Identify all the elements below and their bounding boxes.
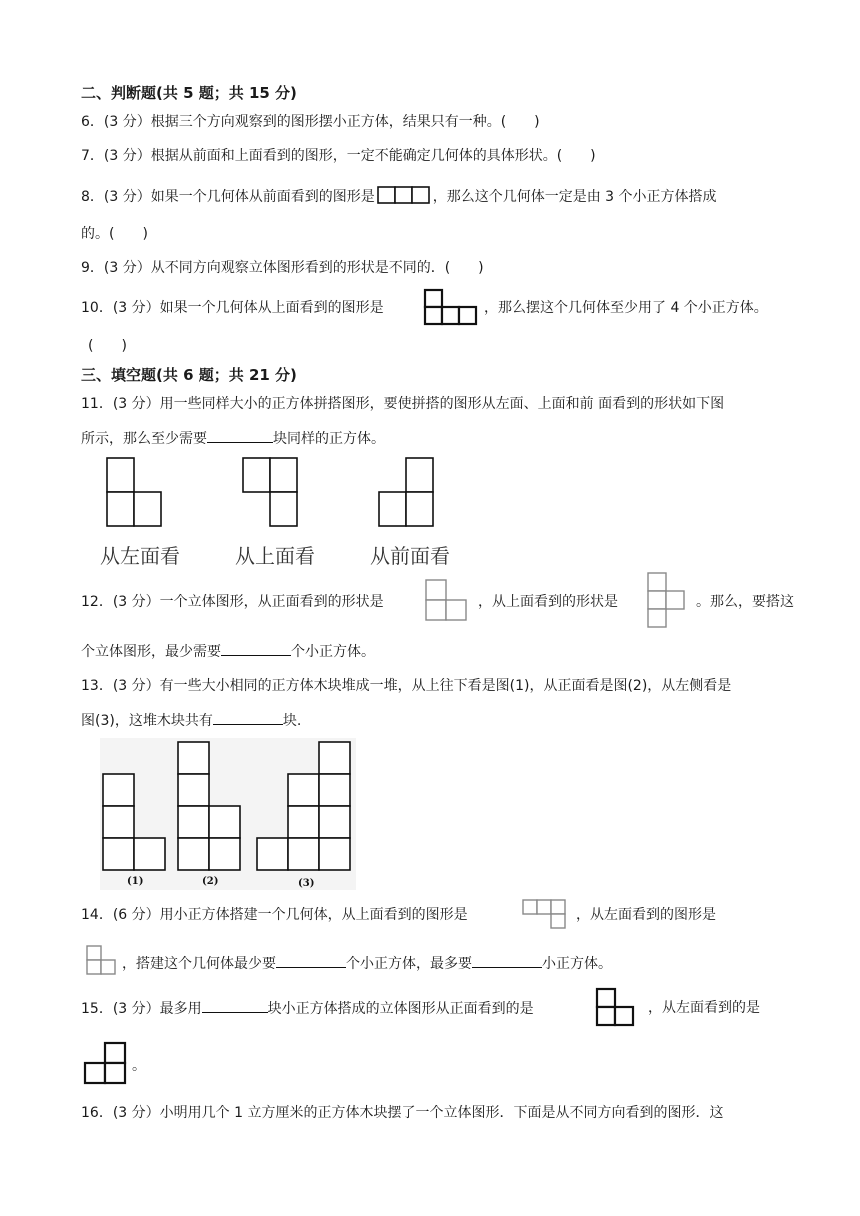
question-11-text-before: 所示，那么至少需要 [81, 431, 207, 447]
answer-blank-min[interactable] [276, 953, 346, 968]
question-13-line-1: 13．(3 分）有一些大小相同的正方体木块堆成一堆，从上往下看是图(1)，从正面看是图(2)，从左侧看是 [81, 678, 732, 694]
question-14-text-after: ，从左面看到的图形是 [576, 907, 716, 923]
question-7: 7．(3 分）根据从前面和上面看到的图形，一定不能确定几何体的具体形状。( ) [81, 148, 596, 164]
q11-top-view-figure [240, 456, 300, 528]
caption-top-view: 从上面看 [235, 544, 315, 568]
q13-figures [100, 738, 356, 890]
q11-front-view-figure [376, 456, 436, 528]
question-11-line-1: 11．(3 分）用一些同样大小的正方体拼搭图形，要使拼搭的图形从左面、上面和前 面看到的形状如下图 [81, 396, 725, 412]
q13-label-2: (2) [202, 876, 219, 887]
question-16: 16．(3 分）小明用几个 1 立方厘米的正方体木块摆了一个立体图形．下面是从不同方向看到的图形．这 [81, 1105, 724, 1121]
question-8-text-before: 8．(3 分）如果一个几何体从前面看到的图形是 [81, 189, 375, 205]
section-header-fill: 三、填空题(共 6 题；共 21 分) [81, 366, 297, 384]
question-10-text-before: 10．(3 分）如果一个几何体从上面看到的图形是 [81, 300, 384, 316]
caption-front-view: 从前面看 [370, 544, 450, 568]
question-6: 6．(3 分）根据三个方向观察到的图形摆小正方体，结果只有一种。( ) [81, 114, 540, 130]
question-14-line-2-c: 小正方体。 [542, 956, 612, 972]
question-12-line-2 [81, 641, 375, 662]
q14-left-view-figure [84, 944, 120, 978]
question-15-text-before: 15．(3 分）最多用 [81, 1001, 202, 1017]
question-14 [81, 905, 468, 925]
question-8 [81, 185, 717, 207]
question-14-line-2-a: ，搭建这个几何体最少要 [122, 956, 276, 972]
question-10-line-2: ( ) [88, 338, 127, 354]
question-8-text-after: ，那么这个几何体一定是由 3 个小正方体搭成 [432, 189, 717, 205]
question-13-line-2-after: 块. [282, 713, 302, 729]
q14-top-view-figure [520, 898, 570, 932]
question-12 [81, 592, 384, 612]
answer-blank-max[interactable] [472, 953, 542, 968]
q11-left-view-figure [104, 456, 164, 528]
question-15-text-after: ，从左面看到的是 [648, 1000, 760, 1016]
q12-front-view-figure [424, 578, 470, 624]
q13-label-3: (3) [298, 878, 315, 889]
question-14-line-2 [122, 953, 612, 974]
question-15-line-2: 。 [132, 1058, 146, 1074]
q15-left-view-figure [82, 1040, 128, 1086]
question-11-text-after: 块同样的正方体。 [273, 431, 385, 447]
question-12-line-2-before: 个立体图形，最少需要 [81, 644, 221, 660]
section-header-judge: 二、判断题(共 5 题；共 15 分) [81, 84, 297, 102]
question-15-text-mid: 块小正方体搭成的立体图形从正面看到的是 [267, 1001, 534, 1017]
question-12-text-after: 。那么，要搭这 [696, 594, 794, 610]
question-13-line-2 [81, 710, 301, 731]
answer-blank[interactable] [213, 710, 283, 725]
question-12-text-mid: ，从上面看到的形状是 [478, 594, 618, 610]
caption-left-view: 从左面看 [100, 544, 180, 568]
q10-top-view-figure [423, 288, 479, 328]
q13-label-1: (1) [127, 876, 144, 887]
question-11-line-2 [81, 428, 385, 449]
question-10-text-after: ，那么摆这个几何体至少用了 4 个小正方体。 [484, 300, 768, 316]
question-10 [81, 298, 384, 318]
q15-front-view-figure [594, 986, 636, 1028]
question-12-line-2-after: 个小正方体。 [291, 644, 375, 660]
question-15 [81, 998, 534, 1019]
q12-top-view-figure [646, 571, 692, 631]
question-12-text-before: 12．(3 分）一个立体图形，从正面看到的形状是 [81, 594, 384, 610]
question-14-line-2-b: 个小正方体，最多要 [346, 956, 472, 972]
question-9: 9．(3 分）从不同方向观察立体图形看到的形状是不同的．( ) [81, 260, 484, 276]
question-13-line-2-before: 图(3)，这堆木块共有 [81, 713, 213, 729]
answer-blank[interactable] [221, 641, 291, 656]
question-14-text-before: 14．(6 分）用小正方体搭建一个几何体，从上面看到的图形是 [81, 907, 468, 923]
answer-blank[interactable] [207, 428, 273, 443]
q8-front-view-figure [377, 185, 431, 205]
answer-blank[interactable] [202, 998, 268, 1013]
question-8-line-2: 的。( ) [81, 226, 148, 242]
